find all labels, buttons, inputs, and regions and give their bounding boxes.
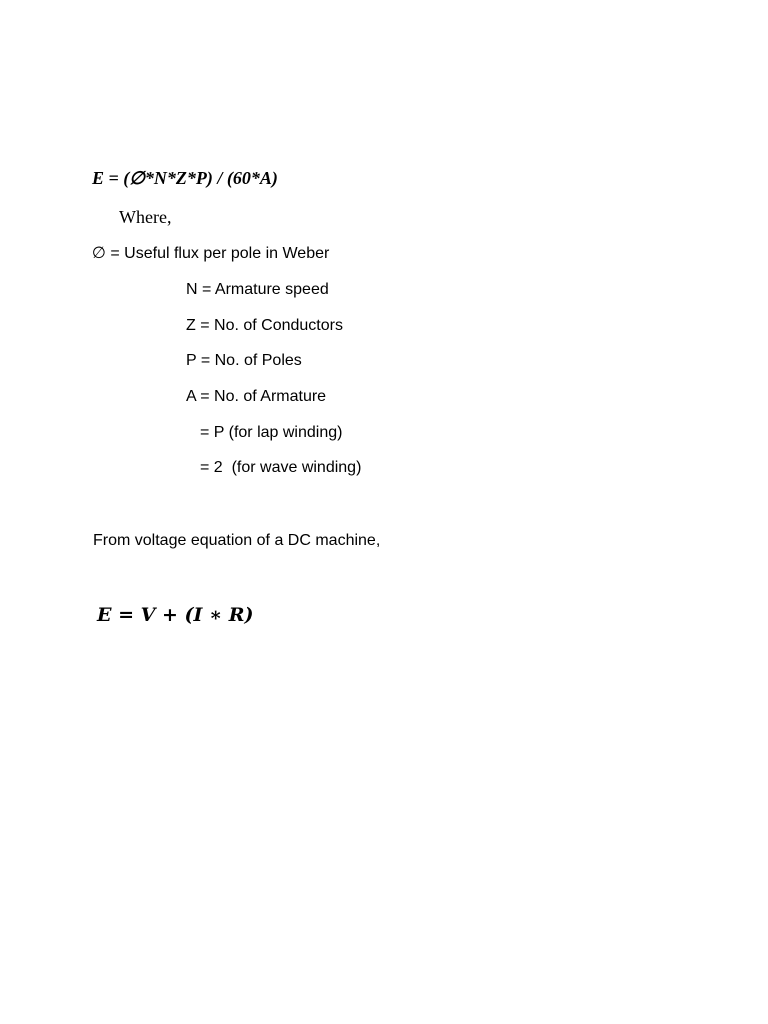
definition-conductors: Z = No. of Conductors: [186, 317, 343, 334]
definition-lap-winding: = P (for lap winding): [200, 424, 343, 441]
definition-flux: ∅ = Useful flux per pole in Weber: [92, 245, 330, 262]
voltage-equation-intro: From voltage equation of a DC machine,: [93, 532, 381, 549]
definition-poles: P = No. of Poles: [186, 352, 302, 369]
definition-armature: A = No. of Armature: [186, 388, 327, 405]
where-label: Where,: [119, 207, 172, 227]
voltage-formula: E = V + (I ∗ R): [97, 604, 254, 626]
definition-wave-winding: = 2 (for wave winding): [200, 459, 362, 476]
emf-formula: E = (∅*N*Z*P) / (60*A): [92, 168, 278, 188]
definition-speed: N = Armature speed: [186, 281, 329, 298]
